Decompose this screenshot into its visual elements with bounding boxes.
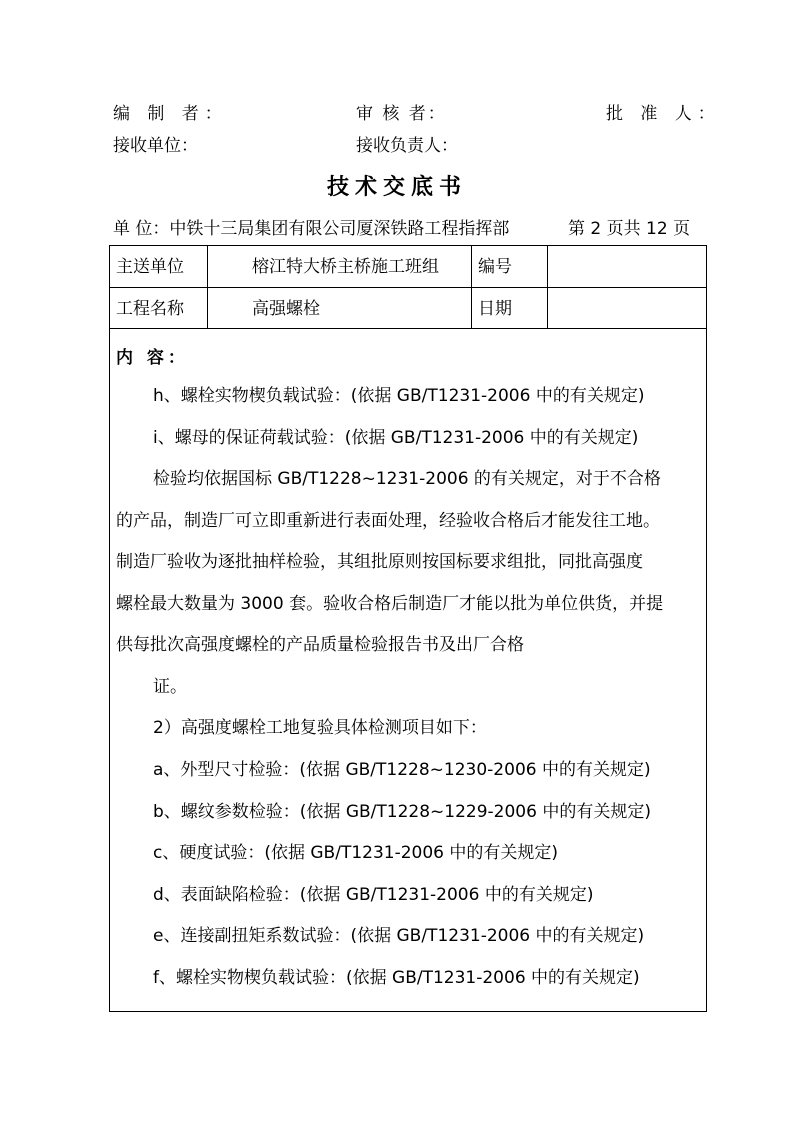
content-line: i、螺母的保证荷载试验：(依据 GB/T1231-2006 中的有关规定) [153,428,639,448]
content-line: e、连接副扭矩系数试验：(依据 GB/T1231-2006 中的有关规定) [153,926,645,946]
row-divider [110,328,706,329]
column-divider [207,246,208,328]
content-line: a、外型尺寸检验：(依据 GB/T1228~1230-2006 中的有关规定) [153,760,651,780]
serial-number-label: 编号 [478,257,512,277]
column-divider [547,246,548,328]
content-label: 内 容： [116,348,189,368]
content-line: d、表面缺陷检验：(依据 GB/T1231-2006 中的有关规定) [153,885,594,905]
content-line: b、螺纹参数检验：(依据 GB/T1228~1229-2006 中的有关规定) [153,802,651,822]
content-line: 的产品，制造厂可立即重新进行表面处理，经验收合格后才能发往工地。 [116,511,660,531]
recipient-unit-label: 主送单位 [116,257,184,277]
receiver-person-label: 接收负责人： [356,136,458,156]
column-divider [471,246,472,328]
content-line: 检验均依据国标 GB/T1228~1231-2006 的有关规定，对于不合格 [153,469,661,489]
document-title: 技术交底书 [326,175,467,200]
project-name-value: 高强螺栓 [252,299,320,319]
row-divider [110,287,706,288]
disclosure-table [109,245,707,1012]
page-number: 第 2 页共 12 页 [568,219,691,239]
compiler-label: 编 制 者： [113,104,228,124]
unit-name: 单 位：中铁十三局集团有限公司厦深铁路工程指挥部 [113,219,510,239]
content-line: 供每批次高强度螺栓的产品质量检验报告书及出厂合格 [116,635,524,655]
content-line: c、硬度试验：(依据 GB/T1231-2006 中的有关规定) [153,843,559,863]
content-line: 制造厂验收为逐批抽样检验，其组批原则按国标要求组批，同批高强度 [116,552,643,572]
project-name-label: 工程名称 [116,299,184,319]
content-line: 证。 [153,677,187,697]
date-label: 日期 [478,299,512,319]
content-line: 螺栓最大数量为 3000 套。验收合格后制造厂才能以批为单位供货，并提 [116,594,664,614]
reviewer-label: 审 核 者： [356,104,447,124]
approver-label: 批 准 人： [606,104,721,124]
content-line: f、螺栓实物楔负载试验：(依据 GB/T1231-2006 中的有关规定) [153,968,640,988]
recipient-unit-value: 榕江特大桥主桥施工班组 [252,257,439,277]
receiver-unit-label: 接收单位： [113,136,198,156]
content-line: 2）高强度螺栓工地复验具体检测项目如下： [153,718,487,738]
content-line: h、螺栓实物楔负载试验：(依据 GB/T1231-2006 中的有关规定) [153,386,645,406]
